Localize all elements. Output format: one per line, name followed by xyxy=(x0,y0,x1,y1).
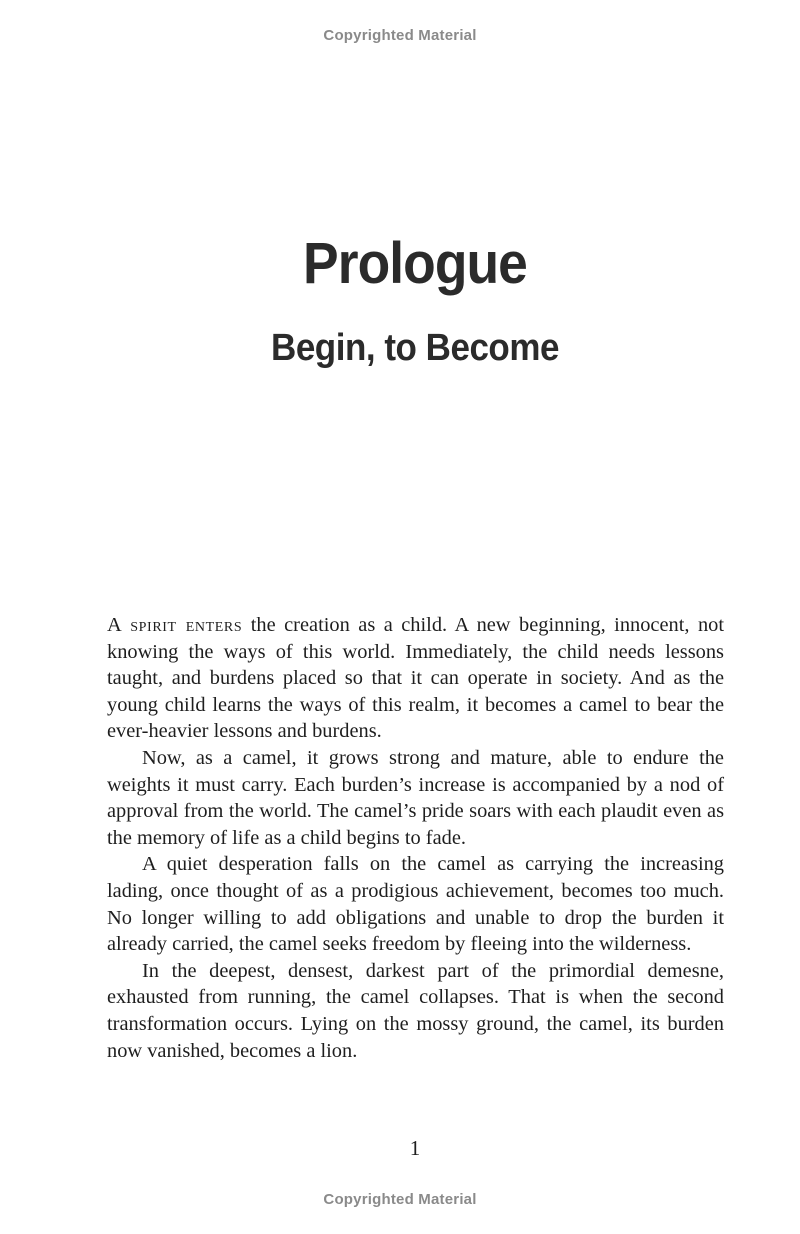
chapter-title: Prologue xyxy=(303,231,527,296)
paragraph-lead-in: A spirit enters xyxy=(107,614,243,636)
page-number: 1 xyxy=(409,1136,421,1160)
paragraph-2: Now, as a camel, it grows strong and mature, able to endure the weights it must carry. Each burden’s increase is accompanied by a nod of approval from the world. The camel’s pride soars with each plaudit even as the memory of life as a child begins to fade. xyxy=(107,746,724,849)
paragraph-3: A quiet desperation falls on the camel as carrying the increasing lading, once thought of as a prodigious achievement, becomes too much. No longer willing to add obligations and unable to drop the burden it already carried, the camel seeks freedom by fleeing into the wilderness. xyxy=(107,853,724,956)
copyright-watermark-top: Copyrighted Material xyxy=(323,27,477,44)
paragraph-1 xyxy=(107,612,724,745)
paragraph-4: In the deepest, densest, darkest part of the primordial demesne, exhausted from running, the camel collapses. That is when the second transformation occurs. Lying on the mossy ground, the camel, its burden now vanished, becomes a lion. xyxy=(107,959,724,1062)
copyright-watermark-bottom: Copyrighted Material xyxy=(323,1191,477,1208)
paragraph-1-text: the creation as a child. A new beginning, innocent, not knowing the ways of this world. Immediately, the child needs lessons taught, and burdens placed so that it can operate in society. And as the young child learns the ways of this realm, it becomes a camel to bear the ever-heavier lessons and burdens. xyxy=(107,614,724,743)
body-text xyxy=(107,612,724,1064)
chapter-subtitle: Begin, to Become xyxy=(271,327,559,369)
